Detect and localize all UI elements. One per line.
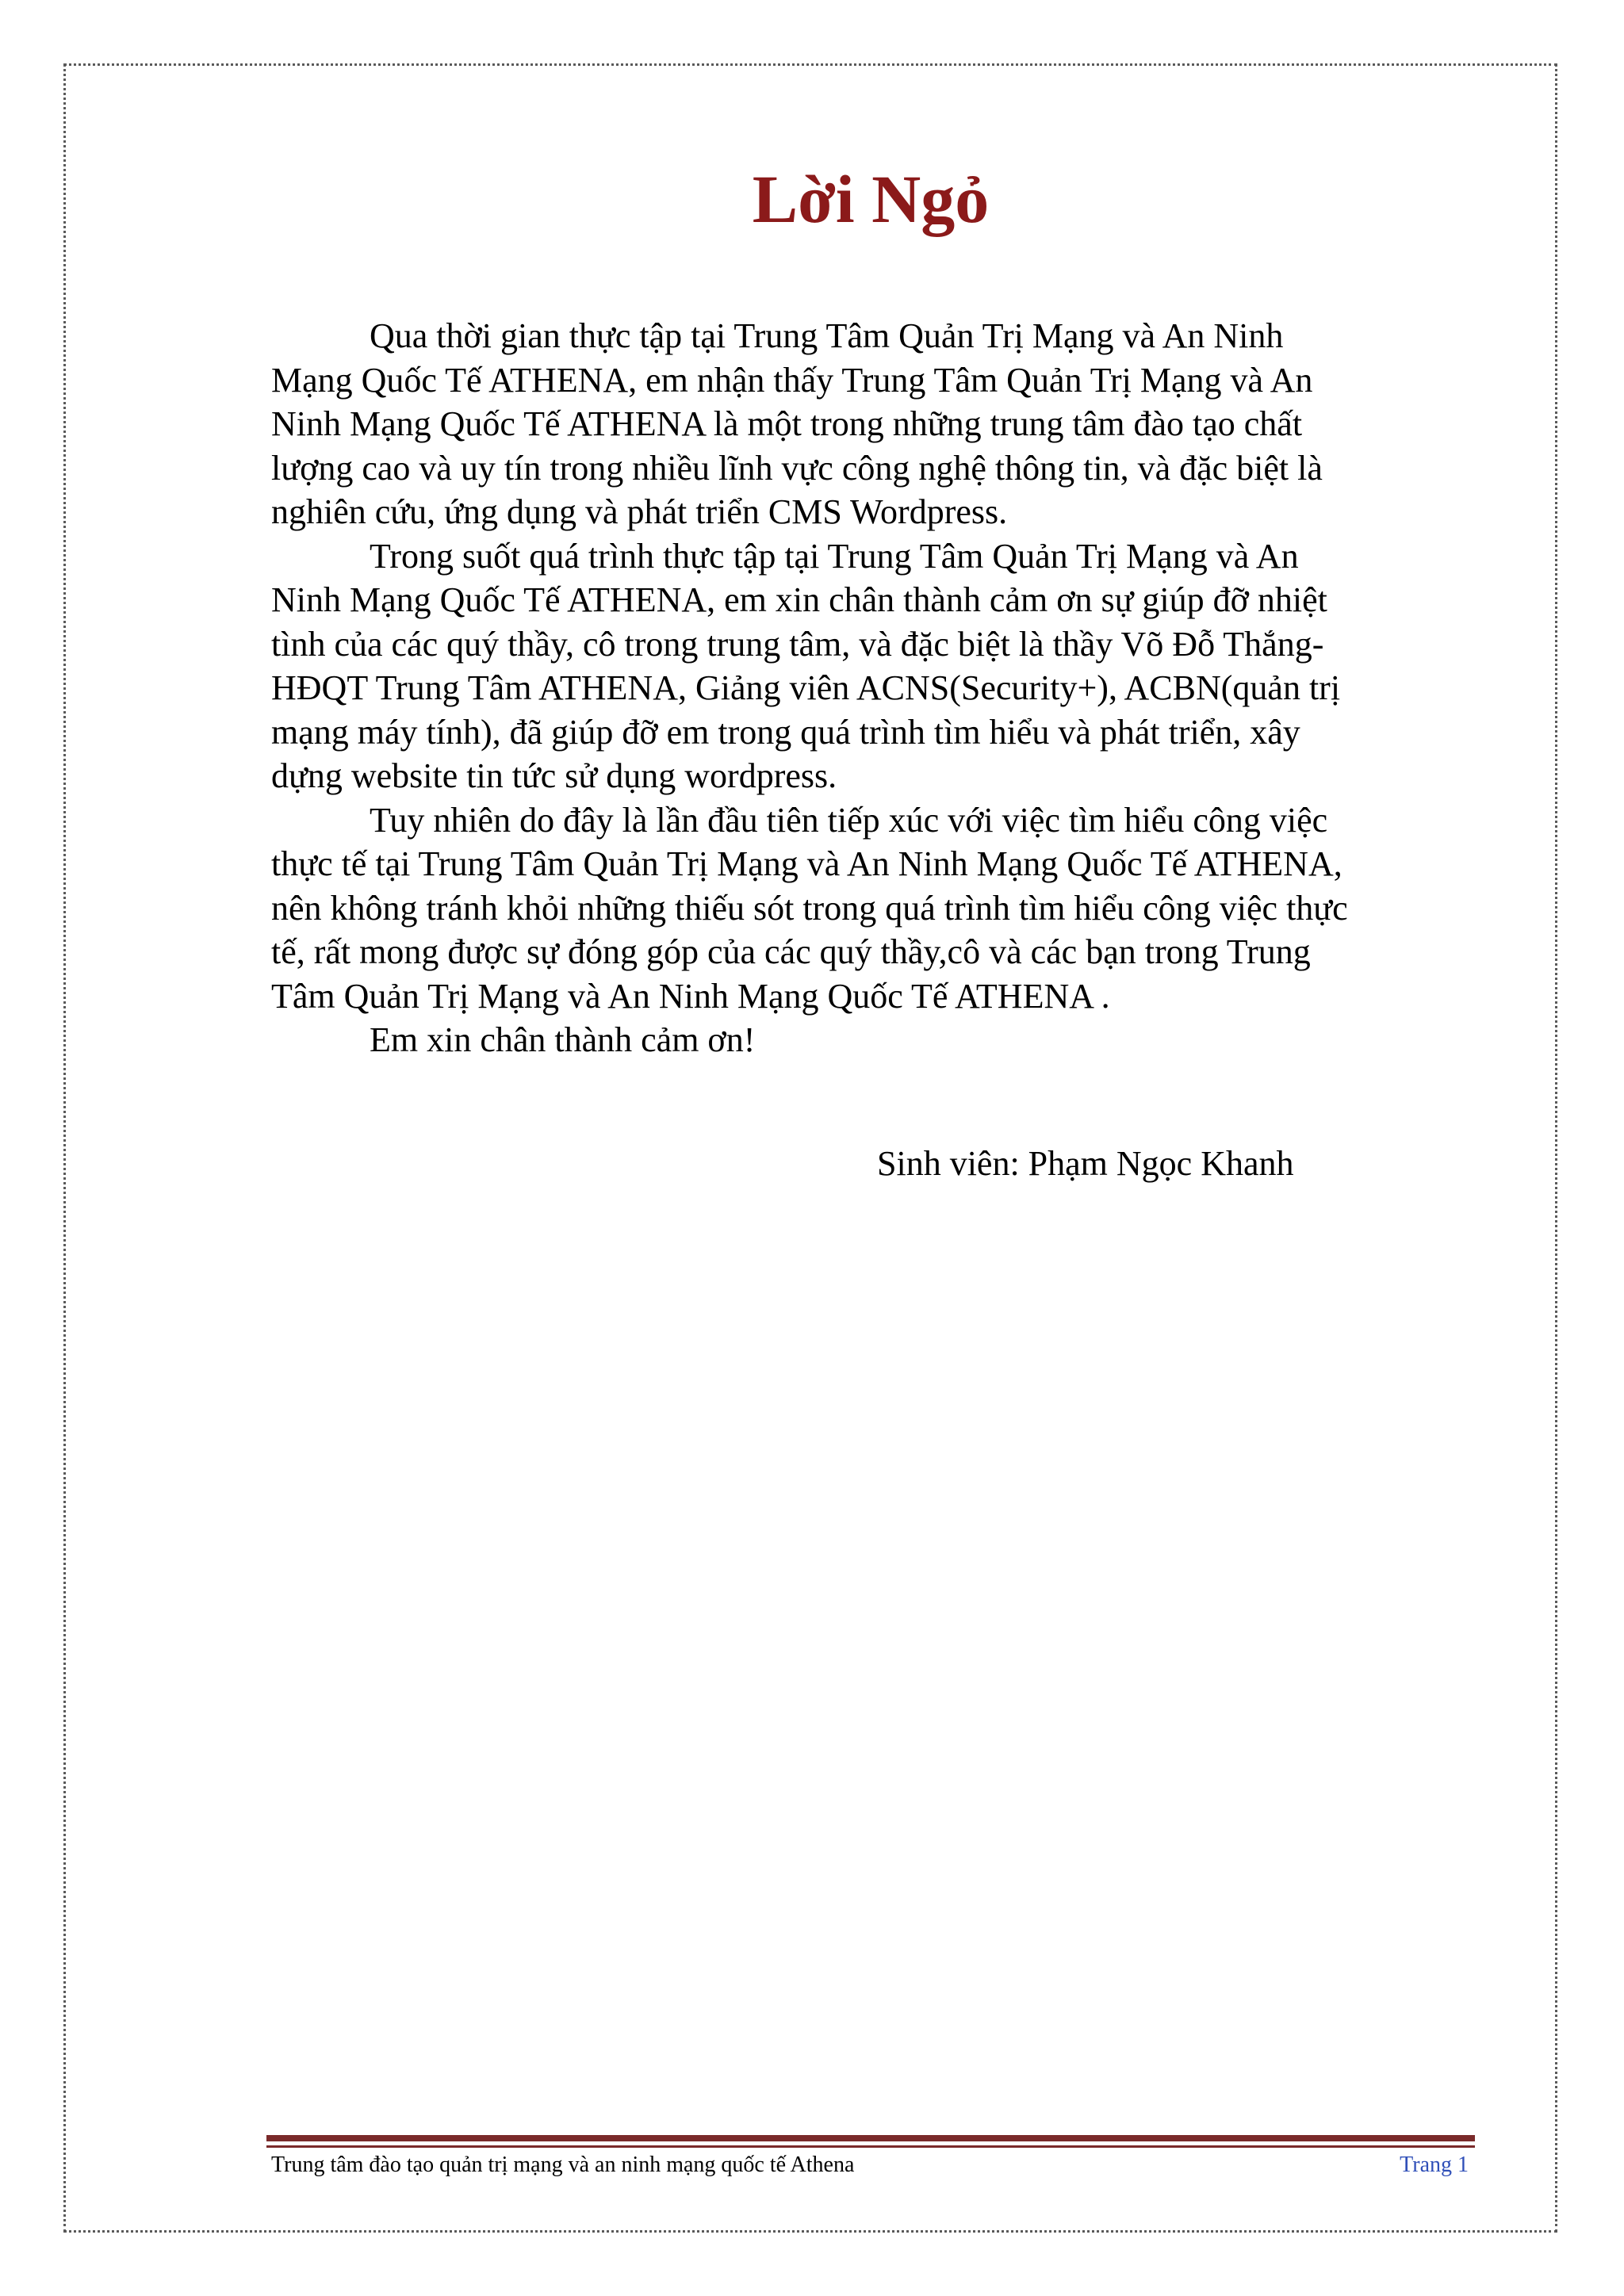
paragraph-intro: Qua thời gian thực tập tại Trung Tâm Quản Trị Mạng và An Ninh Mạng Quốc Tế ATHENA, em nhận thấy Trung Tâm Quản Trị Mạng và An Ninh Mạng Quốc Tế ATHENA là một trong những trung tâm đào tạo chất lượng cao và uy tín trong nhiều lĩnh vực công nghệ thông tin, và đặc biệt là nghiên cứu, ứng dụng và phát triển CMS Wordpress. xyxy=(271,316,1323,531)
footer-rule-thick xyxy=(266,2135,1475,2141)
paragraph-thanks: Trong suốt quá trình thực tập tại Trung Tâm Quản Trị Mạng và An Ninh Mạng Quốc Tế ATHENA, em xin chân thành cảm ơn sự giúp đỡ nhiệt tình của các quý thầy, cô trong trung tâm, và đặc biệt là thầy Võ Đỗ Thắng- HĐQT Trung Tâm ATHENA, Giảng viên ACNS(Security+), ACBN(quản trị mạng máy tính), đã giúp đỡ em trong quá trình tìm hiểu và phát triển, xây dựng website tin tức sử dụng wordpress. xyxy=(271,536,1341,795)
footer-rule-thin xyxy=(266,2145,1475,2148)
paragraph-apology: Tuy nhiên do đây là lần đầu tiên tiếp xúc với việc tìm hiểu công việc thực tế tại Trung Tâm Quản Trị Mạng và An Ninh Mạng Quốc Tế ATHENA, nên không tránh khỏi những thiếu sót trong quá trình tìm hiểu công việc thực tế, rất mong được sự đóng góp của các quý thầy,cô và các bạn trong Trung Tâm Quản Trị Mạng và An Ninh Mạng Quốc Tế ATHENA . xyxy=(271,800,1348,1016)
page-title: Lời Ngỏ xyxy=(752,161,990,237)
body-text xyxy=(271,314,1461,1062)
signature: Sinh viên: Phạm Ngọc Khanh xyxy=(877,1144,1294,1183)
paragraph-closing: Em xin chân thành cảm ơn! xyxy=(370,1020,756,1059)
footer-center-name: Trung tâm đào tạo quản trị mạng và an ninh mạng quốc tế Athena xyxy=(271,2152,855,2177)
page-number: Trang 1 xyxy=(1400,2152,1469,2177)
